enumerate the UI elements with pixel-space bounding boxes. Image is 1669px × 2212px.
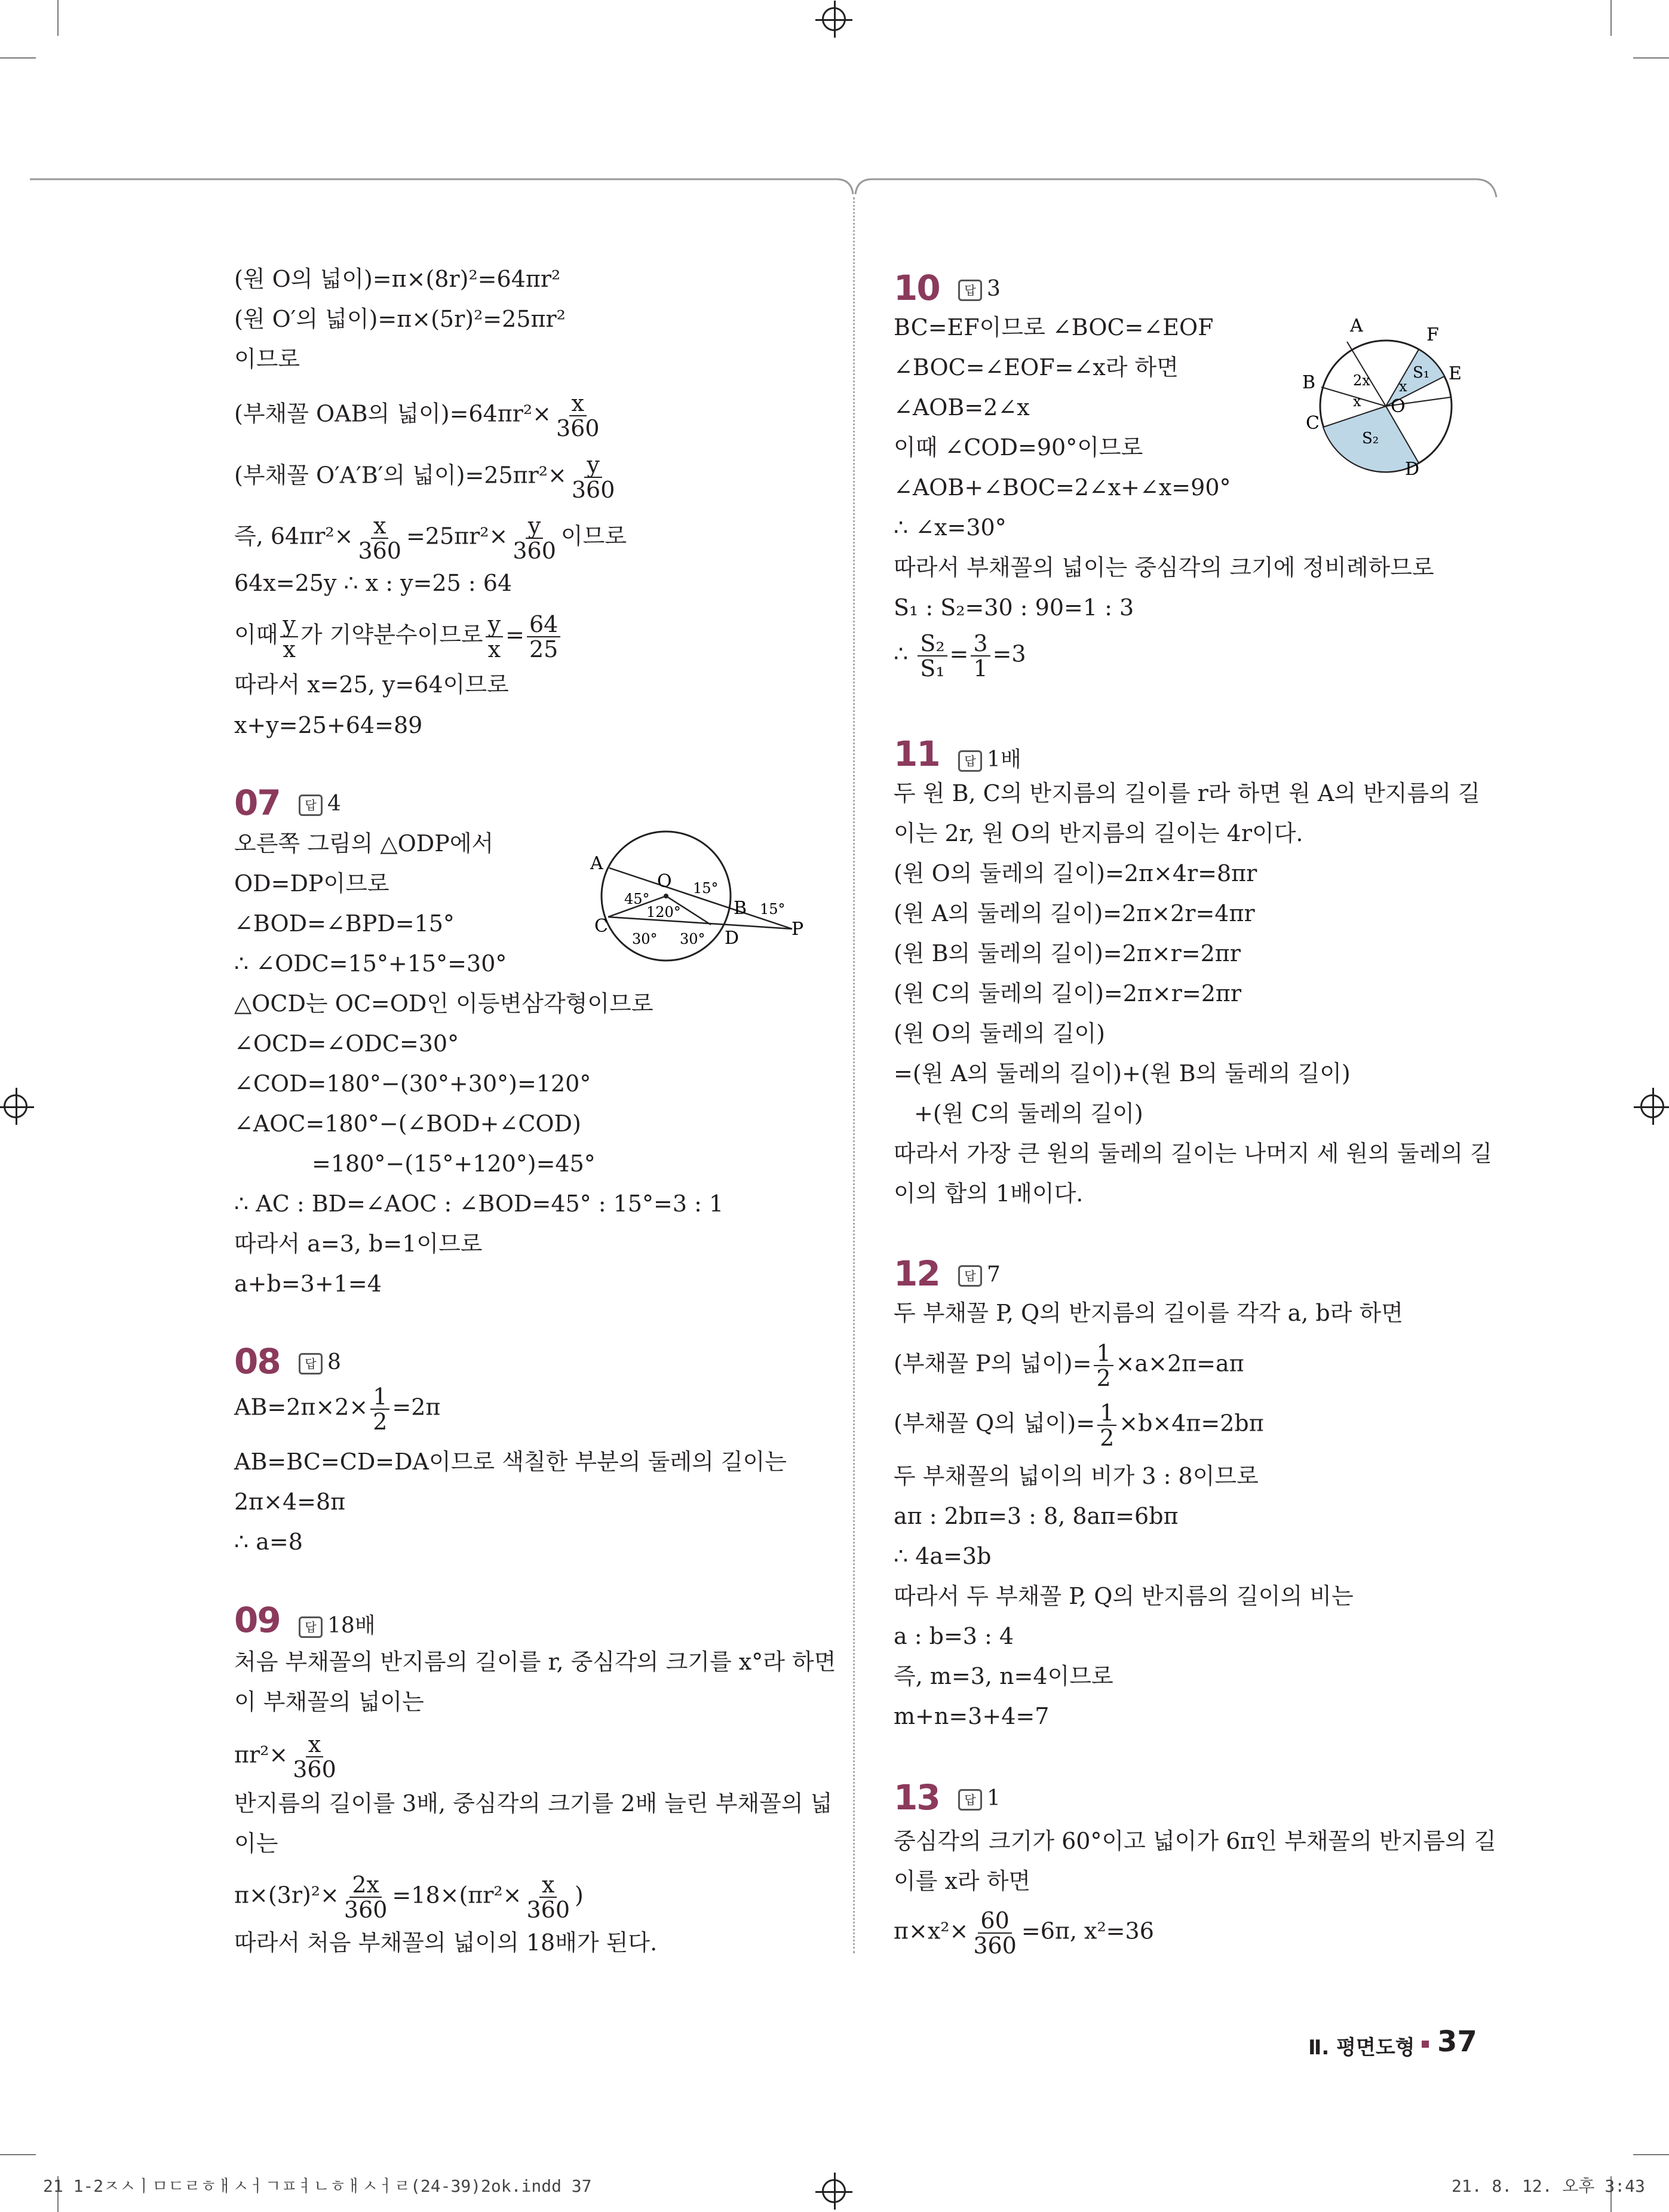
crop-mark [1610,0,1612,36]
text-line: S₁ : S₂=30 : 90=1 : 3 [894,594,1134,621]
text-line: 이를 x라 하면 [894,1868,1031,1894]
label-D: D [1405,459,1420,480]
text-line: ∠AOC=180°−(∠BOD+∠COD) [234,1110,581,1137]
question-number: 12 [894,1253,940,1294]
frac-den: 360 [973,1932,1017,1959]
text-line: (원 O′의 넓이)=π×(5r)²=25πr² [234,306,566,332]
crop-mark [57,0,59,36]
text-line: 64x=25y ∴ x : y=25 : 64 [234,570,513,596]
label-angle: x [1399,378,1407,395]
text-line: ∴ 4a=3b [894,1543,992,1569]
fraction [1094,1341,1113,1390]
text: =3 [992,640,1026,667]
text-line: +(원 C의 둘레의 길이) [914,1100,1143,1127]
label-O: O [1391,396,1406,417]
answer [299,791,341,816]
answer-value: 1 [987,1786,1001,1811]
text-line: =(원 A의 둘레의 길이)+(원 B의 둘레의 길이) [894,1060,1351,1087]
frac-num: y [526,514,543,539]
frac-den: 360 [358,538,401,564]
fraction [554,391,602,440]
answer [958,1786,1001,1811]
text-line: (원 O의 둘레의 길이)=2π×4r=8πr [894,860,1257,886]
frac-num: 3 [971,631,990,656]
column-divider [853,197,855,1953]
text: =25πr²× [406,523,508,550]
frac-num: 1 [1094,1341,1113,1366]
text: =6π, x²=36 [1021,1918,1154,1944]
text-line: ∴ a=8 [234,1529,303,1555]
text-line: ∠COD=180°−(30°+30°)=120° [234,1070,591,1097]
equation-line [234,391,605,440]
text-line: 즉, m=3, n=4이므로 [894,1663,1113,1689]
text-line: 이 부채꼴의 넓이는 [234,1689,424,1715]
frac-den: 360 [293,1756,336,1783]
text: =2π [392,1394,441,1421]
text-line: 따라서 처음 부채꼴의 넓이의 18배가 된다. [234,1929,658,1956]
label-angle: 120° [646,904,681,921]
text-line: ∴ ∠ODC=15°+15°=30° [234,950,507,977]
frac-den: 2 [373,1409,388,1435]
text: ×a×2π=aπ [1115,1350,1244,1377]
text: (부채꼴 O′A′B′의 넓이)=25πr²× [234,462,567,489]
answer [958,743,1021,773]
crop-mark [1633,57,1669,59]
frac-den: 2 [1096,1365,1111,1391]
answer-badge-icon: 답 [299,1616,323,1638]
frac-den: S₁ [920,655,945,682]
q10-figure [1296,311,1475,490]
text-line: 2π×4=8π [234,1489,346,1515]
answer [958,1262,1001,1287]
frac-den: 360 [343,1897,388,1923]
text-line: △OCD는 OC=OD인 이등변삼각형이므로 [234,990,654,1017]
frac-den: 25 [529,636,559,662]
label-C: C [594,916,608,937]
label-B: B [734,898,747,919]
label-angle: 15° [760,901,786,918]
label-S1: S₁ [1413,364,1430,382]
equation-line [894,1341,1244,1390]
text: ) [575,1882,584,1909]
answer [958,277,1001,301]
frac-den: 360 [526,1897,570,1923]
text-line: ∴ AC : BD=∠AOC : ∠BOD=45° : 15°=3 : 1 [234,1191,724,1217]
frac-den: 360 [513,538,556,564]
text-line: 두 부채꼴의 넓이의 비가 3 : 8이므로 [894,1463,1259,1489]
text-line: ∠BOC=∠EOF=∠x라 하면 [894,354,1179,381]
equation-line [234,1873,584,1922]
registration-mark-left [4,1094,27,1118]
frac-num: y [486,612,503,637]
label-S2: S₂ [1362,429,1379,447]
text: 즉, 64πr²× [234,523,354,550]
question-number: 08 [234,1341,280,1382]
fraction [569,453,618,502]
answer [299,1350,341,1375]
text-line: ∠AOB=2∠x [894,394,1030,421]
answer-badge-icon: 답 [958,1265,982,1287]
fraction [527,612,560,661]
frac-num: y [584,453,602,478]
text-line: 이는 [234,1830,278,1857]
text: πr²× [234,1741,289,1768]
answer-badge-icon: 답 [958,750,982,772]
text-line: 따라서 a=3, b=1이므로 [234,1231,483,1257]
fraction [510,514,559,563]
text-line: 중심각의 크기가 60°이고 넓이가 6π인 부채꼴의 반지름의 길 [894,1828,1496,1854]
file-info: 21 1-2ㅈㅅㅣㅁㄷㄹㅎㅐㅅㅓㄱㅍㅕㄴㅎㅐㅅㅓㄹ(24-39)2ok.indd 37 [43,2176,592,2196]
text-line: 이는 2r, 원 O의 반지름의 길이는 4r이다. [894,820,1303,846]
answer-value: 3 [987,277,1001,301]
text-line: (원 C의 둘레의 길이)=2π×r=2πr [894,980,1242,1007]
answer-badge-icon: 답 [299,794,323,816]
label-angle: 45° [624,891,650,907]
separator-square-icon [1422,2041,1429,2048]
frac-num: x [371,514,388,539]
fraction [280,612,297,661]
equation-line [894,1909,1154,1958]
text-line: (원 B의 둘레의 길이)=2π×r=2πr [894,940,1241,967]
text-line: ∠OCD=∠ODC=30° [234,1030,459,1057]
fraction [355,514,404,563]
frac-den: x [487,636,501,662]
q07-figure [579,827,818,965]
label-E: E [1449,363,1462,384]
text: ×b×4π=2bπ [1119,1410,1264,1437]
text: π×x²× [894,1918,969,1944]
frac-den: 2 [1100,1425,1115,1451]
question-number: 10 [894,268,940,308]
header-rule [0,167,1669,203]
text: 이므로 [560,523,627,550]
fraction [971,631,990,680]
question-number: 09 [234,1600,280,1640]
crop-mark [1633,2154,1669,2155]
label-angle: x [1353,393,1361,410]
text-line: m+n=3+4=7 [894,1703,1050,1729]
text-line: 따라서 x=25, y=64이므로 [234,671,509,698]
page-number: 37 [1437,2025,1477,2058]
text: (부채꼴 OAB의 넓이)=64πr²× [234,400,551,427]
text: (부채꼴 P의 넓이)= [894,1350,1092,1377]
text-line: OD=DP이므로 [234,870,389,897]
crop-mark [0,57,36,59]
answer-value: 8 [327,1350,341,1375]
text-line: 이의 합의 1배이다. [894,1180,1084,1207]
text-line: (원 A의 둘레의 길이)=2π×2r=4πr [894,900,1255,926]
text-line: 두 원 B, C의 반지름의 길이를 r라 하면 원 A의 반지름의 길 [894,780,1480,806]
answer [299,1609,376,1639]
label-P: P [791,919,804,940]
label-angle: 30° [632,931,658,947]
equation-line [234,514,627,563]
chapter-label: Ⅱ. 평면도형 [1308,2036,1415,2060]
frac-den: 360 [571,477,615,503]
answer-value: 18배 [327,1613,376,1638]
text-line: 반지름의 길이를 3배, 중심각의 크기를 2배 늘린 부채꼴의 넓 [234,1790,833,1817]
registration-mark-top [822,7,846,31]
fraction [524,1873,573,1922]
text-line: 오른쪽 그림의 △ODP에서 [234,830,494,857]
label-F: F [1426,324,1439,345]
label-A: A [590,853,603,874]
label-angle: 15° [693,880,719,897]
fraction [971,1909,1019,1958]
equation-line [234,1732,341,1781]
label-A: A [1350,315,1363,336]
frac-num: 2x [349,1873,382,1898]
question-number: 13 [894,1777,940,1818]
label-C: C [1306,413,1320,434]
fraction [1097,1401,1116,1450]
registration-mark-right [1640,1094,1664,1118]
frac-num: y [280,612,297,637]
frac-num: x [569,391,587,416]
answer-badge-icon: 답 [958,280,982,301]
frac-den: 1 [973,655,988,682]
label-D: D [725,928,740,949]
text: π×(3r)²× [234,1882,339,1909]
text: AB=2π×2× [234,1394,369,1421]
text-line: 따라서 두 부채꼴 P, Q의 반지름의 길이의 비는 [894,1583,1354,1609]
frac-den: x [283,636,296,662]
text-line: a : b=3 : 4 [894,1623,1014,1649]
label-angle: 30° [680,931,705,947]
text: (부채꼴 Q의 넓이)= [894,1410,1096,1437]
equation-line [234,453,619,502]
question-number: 11 [894,734,940,774]
text-line: 처음 부채꼴의 반지름의 길이를 r, 중심각의 크기를 x°라 하면 [234,1649,836,1675]
equation-line [894,1401,1264,1450]
text-line: 따라서 부채꼴의 넓이는 중심각의 크기에 정비례하므로 [894,554,1434,581]
crop-mark [0,2154,36,2155]
text-line: =180°−(15°+120°)=45° [312,1151,596,1177]
fraction [486,612,503,661]
frac-num: 64 [527,612,560,637]
text-line: (원 O의 넓이)=π×(8r)²=64πr² [234,266,561,292]
question-number: 07 [234,783,280,823]
equation-line [234,1385,440,1434]
fraction [342,1873,390,1922]
text: 이때 [234,621,278,648]
fraction [370,1385,389,1434]
text-line: x+y=25+64=89 [234,712,423,738]
answer-badge-icon: 답 [958,1789,982,1811]
text-line: a+b=3+1=4 [234,1271,382,1297]
text-line: 따라서 가장 큰 원의 둘레의 길이는 나머지 세 원의 둘레의 길 [894,1140,1492,1167]
label-O: O [657,871,672,892]
label-B: B [1302,372,1316,393]
frac-den: 360 [556,415,600,441]
registration-mark-bottom [822,2179,846,2203]
label-angle: 2x [1353,372,1370,389]
equation-line: ∴ $\frac{\text{S₂}}{\text{S₁}}$ = $\frac{3}{1}$ =3 [894,630,1026,682]
frac-num: 1 [370,1385,389,1410]
text: 가 기약분수이므로 [300,621,483,648]
answer-value: 4 [327,791,341,816]
frac-num: 1 [1097,1401,1116,1426]
text-line: AB=BC=CD=DA이므로 색칠한 부분의 둘레의 길이는 [234,1449,787,1475]
frac-num: x [539,1873,557,1898]
answer-badge-icon: 답 [299,1353,323,1375]
fraction [290,1732,339,1781]
text-line: (원 O의 둘레의 길이) [894,1020,1105,1047]
text-line: 이때 ∠COD=90°이므로 [894,434,1143,461]
text: =18×(πr²× [392,1882,522,1909]
text-line: ∴ ∠x=30° [894,514,1007,541]
text-line: ∠BOD=∠BPD=15° [234,910,455,937]
text-line: 이므로 [234,346,300,372]
frac-num: x [306,1732,323,1757]
text-line: aπ : 2bπ=3 : 8, 8aπ=6bπ [894,1503,1179,1529]
text-line: BC=EF이므로 ∠BOC=∠EOF [894,314,1214,340]
frac-num: S₂ [918,631,947,656]
frac-num: 60 [978,1909,1011,1934]
timestamp: 21. 8. 12. 오후 3:43 [1452,2176,1645,2196]
text: ∴ [894,640,909,667]
fraction [918,631,947,680]
answer-value: 1배 [987,747,1021,772]
equation-line: 이때 $\frac{y}{x}$ 가 기약분수이므로 $\frac{y}{x}$ = $\frac{64}{25}$ [234,612,563,661]
text-line: ∠AOB+∠BOC=2∠x+∠x=90° [894,474,1231,501]
answer-value: 7 [987,1262,1001,1287]
text-line: 두 부채꼴 P, Q의 반지름의 길이를 각각 a, b라 하면 [894,1300,1403,1326]
